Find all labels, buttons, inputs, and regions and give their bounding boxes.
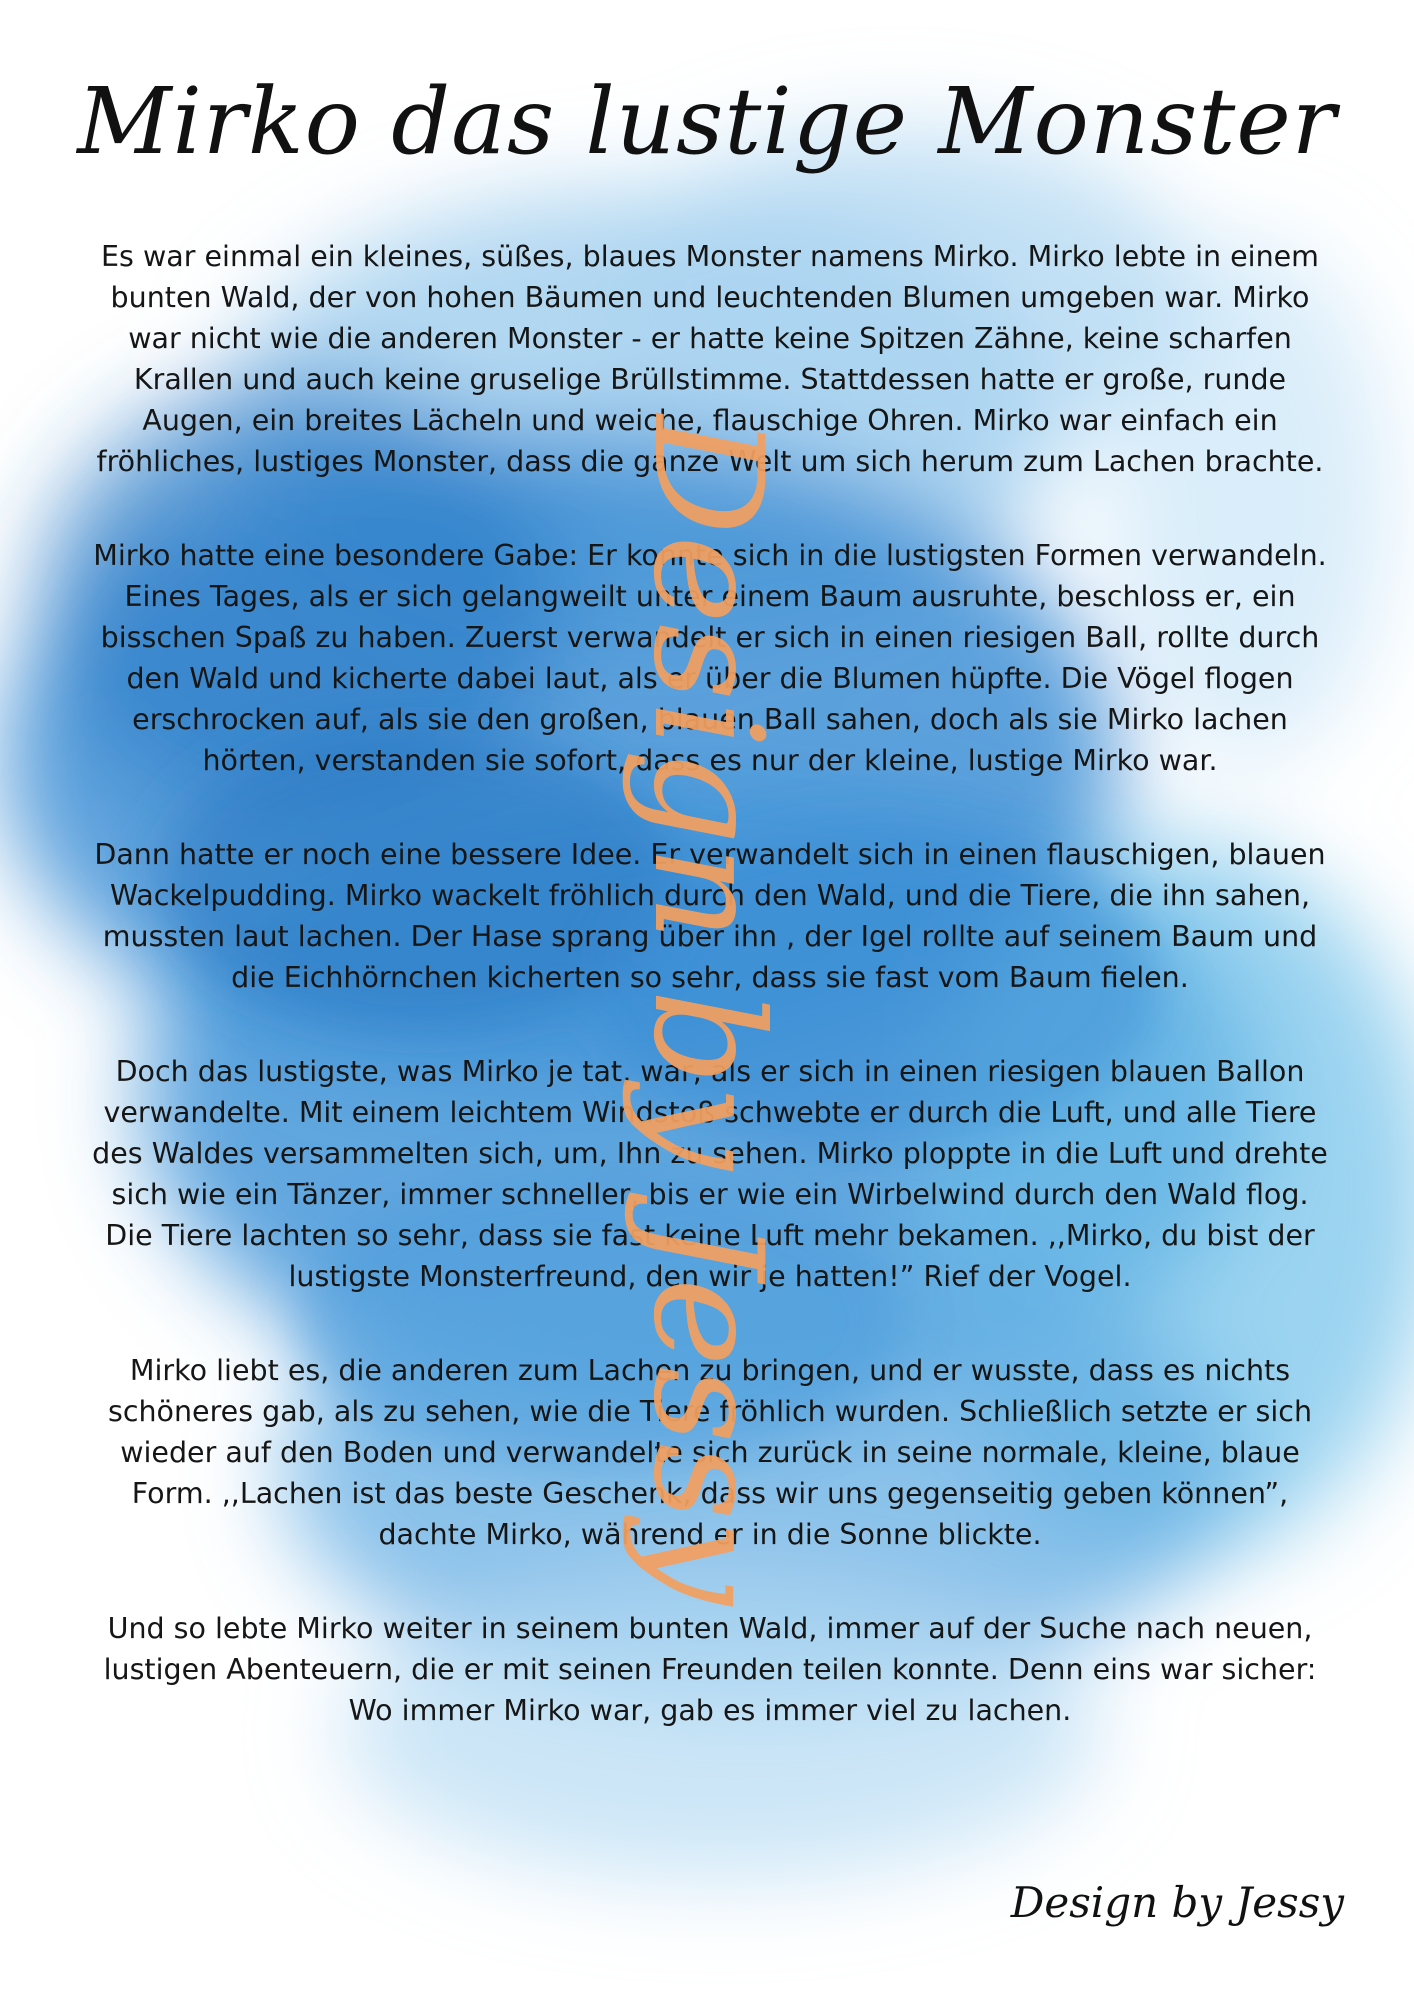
- story-paragraph-5: Mirko liebt es, die anderen zum Lachen zu bringen, und er wusste, dass es nichts schöneres gab, als zu sehen, wie die Tiere fröhlich wurden. Schließlich setzte er sich wieder auf den Boden und verwandelte sich zurück in seine normale, kleine, blaue Form. ,,Lachen ist das beste Geschenk, dass wir uns gegenseitig geben können”, dachte Mirko, während er in die Sonne blickte.: [107, 1354, 1313, 1551]
- story-paragraph-2: Mirko hatte eine besondere Gabe: Er konnte sich in die lustigsten Formen verwandeln. Eines Tages, als er sich gelangweilt unter einem Baum ausruhte, beschloss er, ein bisschen Spaß zu haben. Zuerst verwandelt er sich in einen riesigen Ball, rollte durch den Wald und kicherte dabei laut, als er über die Blumen hüpfte. Die Vögel flogen erschrocken auf, als sie den großen, blauen Ball sahen, doch als sie Mirko lachen hörten, verstanden sie sofort, dass es nur der kleine, lustige Mirko war.: [93, 539, 1327, 777]
- story-paragraph-3: Dann hatte er noch eine bessere Idee. Er verwandelt sich in einen flauschigen, blauen Wackelpudding. Mirko wackelt fröhlich durch den Wald, und die Tiere, die ihn sahen, mussten laut lachen. Der Hase sprang über ihn , der Igel rollte auf seinem Baum und die Eichhörnchen kicherten so sehr, dass sie fast vom Baum fielen.: [94, 838, 1326, 994]
- story-paragraph-6: Und so lebte Mirko weiter in seinem bunten Wald, immer auf der Suche nach neuen, lustigen Abenteuern, die er mit seinen Freunden teilen konnte. Denn eins war sicher: Wo immer Mirko war, gab es immer viel zu lachen.: [103, 1612, 1317, 1727]
- watermark-text: Design by Jessy: [620, 414, 794, 1606]
- story-body: [90, 236, 1330, 1784]
- story-paragraph-4: Doch das lustigste, was Mirko je tat, war, als er sich in einen riesigen blauen Ballon verwandelte. Mit einem leichtem Windstoß schwebte er durch die Luft, und alle Tiere des Waldes versammelten sich, um, Ihn zu sehen. Mirko ploppte in die Luft und drehte sich wie ein Tänzer, immer schneller, bis er wie ein Wirbelwind durch den Wald flog. Die Tiere lachten so sehr, dass sie fast keine Luft mehr bekamen. ,,Mirko, du bist der lustigste Monsterfreund, den wir je hatten!” Rief der Vogel.: [92, 1055, 1328, 1293]
- story-paragraph-1: Es war einmal ein kleines, süßes, blaues Monster namens Mirko. Mirko lebte in einem bunten Wald, der von hohen Bäumen und leuchtenden Blumen umgeben war. Mirko war nicht wie die anderen Monster - er hatte keine Spitzen Zähne, keine scharfen Krallen und auch keine gruselige Brüllstimme. Stattdessen hatte er große, runde Augen, ein breites Lächeln und weiche, flauschige Ohren. Mirko war einfach ein fröhliches, lustiges Monster, dass die ganze Welt um sich herum zum Lachen brachte.: [96, 240, 1324, 478]
- story-title: Mirko das lustige Monster: [77, 68, 1337, 175]
- designer-signature: Design by Jessy: [1010, 1878, 1344, 1927]
